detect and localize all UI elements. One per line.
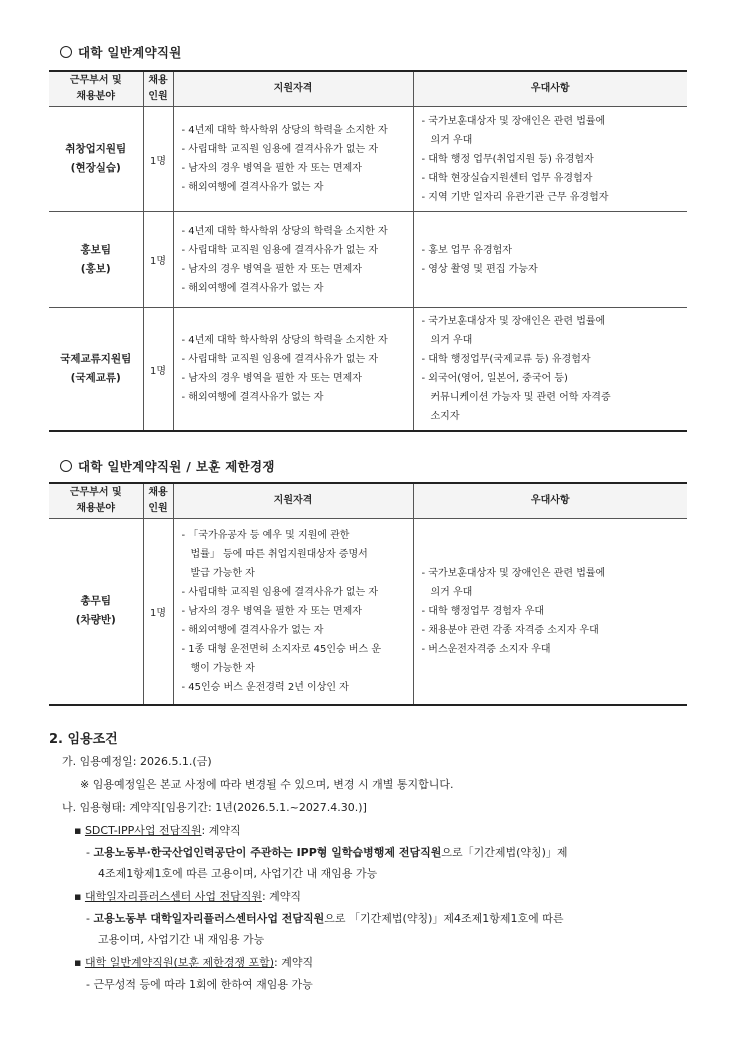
plus-center-label: 대학일자리플러스센터 사업 전담직원 xyxy=(84,890,262,903)
count-cell: 1명 xyxy=(143,519,173,705)
recruit-table-1 xyxy=(49,70,687,432)
qual-cell: - 4년제 대학 학사학위 상당의 학력을 소지한 자 - 사립대학 교직원 임용에 결격사유가 없는 자 - 남자의 경우 병역을 필한 자 또는 면제자 - 해외여행에 결격사유가 없는 자 xyxy=(173,107,413,212)
count-cell: 1명 xyxy=(143,212,173,308)
pref-cell: - 홍보 업무 유경험자 - 영상 촬영 및 편집 가능자 xyxy=(413,212,687,308)
count-cell: 1명 xyxy=(143,107,173,212)
sdct-rest: : 계약직 xyxy=(201,824,241,837)
dept-cell: 홍보팀 (홍보) xyxy=(49,212,143,308)
header-qual: 지원자격 xyxy=(173,71,413,107)
table-row xyxy=(49,212,687,308)
section2-title xyxy=(60,457,275,475)
general-label: 대학 일반계약직원(보훈 제한경쟁 포함) xyxy=(84,956,275,969)
pref-cell: - 국가보훈대상자 및 장애인은 관련 법률에 의거 우대 - 대학 행정업무(국제교류 등) 유경험자 - 외국어(영어, 일본어, 중국어 등) 커뮤니케이션 가능자 및 관련 어학 자격증 소지자 xyxy=(413,308,687,432)
sdct-detail-1: - 고용노동부·한국산업인력공단이 주관하는 IPP형 일학습병행제 전담직원으로「기간제법(약칭)」제 xyxy=(86,846,568,859)
header-count: 채용 인원 xyxy=(143,483,173,519)
pref-cell: - 국가보훈대상자 및 장애인은 관련 법률에 의거 우대 - 대학 행정업무 경험자 우대 - 채용분야 관련 각종 자격증 소지자 우대 - 버스운전자격증 소지자 우대 xyxy=(413,519,687,705)
count-cell: 1명 xyxy=(143,308,173,432)
section1-title xyxy=(60,43,182,61)
header-pref: 우대사항 xyxy=(413,483,687,519)
dept-cell: 국제교류지원팀 (국제교류) xyxy=(49,308,143,432)
sdct-label: SDCT-IPP사업 전담직원 xyxy=(84,824,202,837)
qual-cell: - 4년제 대학 학사학위 상당의 학력을 소지한 자 - 사립대학 교직원 임용에 결격사유가 없는 자 - 남자의 경우 병역을 필한 자 또는 면제자 - 해외여행에 결격사유가 없는 자 xyxy=(173,308,413,432)
general-rest: : 계약직 xyxy=(274,956,314,969)
circle-bullet-icon xyxy=(60,46,72,58)
header-qual: 지원자격 xyxy=(173,483,413,519)
qual-cell: - 「국가유공자 등 예우 및 지원에 관한 법률」 등에 따른 취업지원대상자 증명서 발급 가능한 자 - 사립대학 교직원 임용에 결격사유가 없는 자 - 남자의 경우 병역을 필한 자 또는 면제자 - 해외여행에 결격사유가 없는 자 - 1종 대형 운전면허 소지자로 45인승 버스 운 행이 가능한 자 - 45인승 버스 운전경력 2년 이상인 자 xyxy=(173,519,413,705)
qual-cell: - 4년제 대학 학사학위 상당의 학력을 소지한 자 - 사립대학 교직원 임용에 결격사유가 없는 자 - 남자의 경우 병역을 필한 자 또는 면제자 - 해외여행에 결격사유가 없는 자 xyxy=(173,212,413,308)
bullet-sdct: ▪ SDCT-IPP사업 전담직원: 계약직 xyxy=(74,824,241,837)
table-header-row xyxy=(49,483,687,519)
sdct-detail-2: 4조제1항제1호에 따른 고용이며, 사업기간 내 재임용 가능 xyxy=(98,867,378,880)
header-dept: 근무부서 및 채용분야 xyxy=(49,71,143,107)
circle-bullet-icon xyxy=(60,460,72,472)
bullet-plus-center: ▪ 대학일자리플러스센터 사업 전담직원: 계약직 xyxy=(74,890,302,903)
general-detail-1: - 근무성적 등에 따라 1회에 한하여 재임용 가능 xyxy=(86,978,313,991)
plus-center-rest: : 계약직 xyxy=(261,890,302,903)
employment-type: 나. 임용형태: 계약직[임용기간: 1년(2026.5.1.~2027.4.30.)] xyxy=(62,801,367,814)
header-pref: 우대사항 xyxy=(413,71,687,107)
plus-center-detail-2: 고용이며, 사업기간 내 재임용 가능 xyxy=(98,933,265,946)
conditions-title: 2. 임용조건 xyxy=(49,732,118,747)
table-row xyxy=(49,308,687,432)
header-count: 채용 인원 xyxy=(143,71,173,107)
plus-center-detail-1: - 고용노동부 대학일자리플러스센터사업 전담직원으로 「기간제법(약칭)」제4조제1항제1호에 따른 xyxy=(86,912,564,925)
section2-title-text: 대학 일반계약직원 / 보훈 제한경쟁 xyxy=(78,459,275,474)
dept-cell: 취창업지원팀 (현장실습) xyxy=(49,107,143,212)
dept-cell: 총무팀 (차량반) xyxy=(49,519,143,705)
table-header-row xyxy=(49,71,687,107)
recruit-table-2 xyxy=(49,482,687,706)
start-date-note: ※ 임용예정일은 본교 사정에 따라 변경될 수 있으며, 변경 시 개별 통지합니다. xyxy=(80,778,454,791)
start-date: 가. 임용예정일: 2026.5.1.(금) xyxy=(62,755,212,768)
bullet-general: ▪ 대학 일반계약직원(보훈 제한경쟁 포함): 계약직 xyxy=(74,956,314,969)
table-row xyxy=(49,107,687,212)
pref-cell: - 국가보훈대상자 및 장애인은 관련 법률에 의거 우대 - 대학 행정 업무(취업지원 등) 유경험자 - 대학 현장실습지원센터 업무 유경험자 - 지역 기반 일자리 유관기관 근무 유경험자 xyxy=(413,107,687,212)
section1-title-text: 대학 일반계약직원 xyxy=(78,45,182,60)
table-row xyxy=(49,519,687,705)
header-dept: 근무부서 및 채용분야 xyxy=(49,483,143,519)
